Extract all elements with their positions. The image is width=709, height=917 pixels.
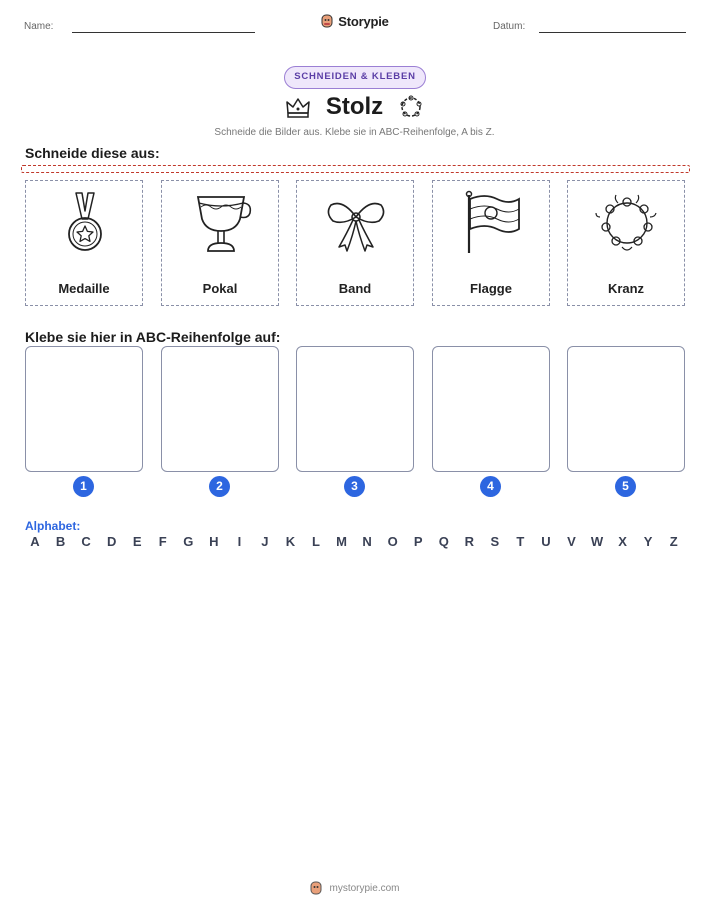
alphabet-letter: D	[106, 534, 117, 549]
alphabet-letter: A	[30, 534, 40, 549]
cut-heading: Schneide diese aus:	[25, 145, 160, 161]
alphabet-letter: W	[590, 534, 604, 549]
flag-icon	[457, 189, 527, 259]
paste-slot-3[interactable]	[296, 346, 414, 472]
slot-number-1: 1	[73, 476, 94, 497]
alphabet-letter: M	[336, 534, 347, 549]
alphabet-letter: E	[132, 534, 142, 549]
alphabet-letter: Z	[669, 534, 678, 549]
card-label: Kranz	[607, 281, 645, 296]
alphabet-letter: V	[567, 534, 576, 549]
cut-card-band[interactable]	[296, 180, 414, 306]
date-label: Datum:	[493, 21, 526, 32]
page-title: Stolz	[325, 93, 384, 120]
trophy-cup-icon	[186, 189, 256, 259]
paste-slot-4[interactable]	[432, 346, 550, 472]
alphabet-letter: X	[618, 534, 627, 549]
ribbon-bow-icon	[321, 189, 391, 259]
paste-slot-1[interactable]	[25, 346, 143, 472]
alphabet-letter: I	[237, 534, 242, 549]
brand-name: Storypie	[338, 13, 389, 29]
alphabet-letter: T	[516, 534, 525, 549]
alphabet-letter: L	[312, 534, 320, 549]
paste-slot-2[interactable]	[161, 346, 279, 472]
cut-line	[21, 165, 690, 173]
medal-icon	[50, 189, 120, 259]
category-badge: SCHNEIDEN & KLEBEN	[284, 66, 426, 89]
date-line[interactable]	[539, 32, 686, 33]
brand-logo	[0, 13, 709, 34]
slot-number-4: 4	[480, 476, 501, 497]
alphabet-letter: B	[55, 534, 66, 549]
card-label: Flagge	[470, 281, 512, 296]
card-label: Medaille	[58, 281, 110, 296]
wreath-icon	[592, 189, 662, 259]
card-label: Band	[338, 281, 372, 296]
wreath-title-icon	[397, 93, 425, 121]
footer-url[interactable]: mystorypie.com	[329, 882, 400, 894]
alphabet-row	[25, 534, 684, 549]
crown-icon	[284, 93, 312, 121]
alphabet-heading: Alphabet:	[25, 519, 81, 533]
alphabet-letter: Q	[438, 534, 449, 549]
title-row	[0, 91, 709, 123]
paste-slot-5[interactable]	[567, 346, 685, 472]
alphabet-letter: P	[413, 534, 423, 549]
slot-number-5: 5	[615, 476, 636, 497]
paste-heading: Klebe sie hier in ABC-Reihenfolge auf:	[25, 329, 281, 345]
cut-card-medaille[interactable]	[25, 180, 143, 306]
alphabet-letter: J	[261, 534, 269, 549]
footer-mascot-icon	[309, 880, 323, 896]
cut-card-kranz[interactable]	[567, 180, 685, 306]
alphabet-letter: R	[464, 534, 474, 549]
alphabet-letter: F	[158, 534, 167, 549]
alphabet-letter: N	[362, 534, 372, 549]
slot-number-3: 3	[344, 476, 365, 497]
alphabet-letter: S	[490, 534, 500, 549]
footer	[0, 880, 709, 901]
instructions: Schneide die Bilder aus. Klebe sie in ABC-Reihenfolge, A bis Z.	[214, 127, 495, 138]
alphabet-letter: K	[285, 534, 296, 549]
alphabet-letter: O	[387, 534, 398, 549]
alphabet-letter: G	[183, 534, 194, 549]
cut-card-flagge[interactable]	[432, 180, 550, 306]
alphabet-letter: C	[81, 534, 91, 549]
alphabet-letter: H	[209, 534, 219, 549]
card-label: Pokal	[202, 281, 238, 296]
alphabet-letter: U	[541, 534, 551, 549]
cut-card-pokal[interactable]	[161, 180, 279, 306]
slot-number-2: 2	[209, 476, 230, 497]
name-label: Name:	[24, 21, 54, 32]
alphabet-letter: Y	[643, 534, 653, 549]
storypie-mascot-icon	[320, 13, 334, 29]
